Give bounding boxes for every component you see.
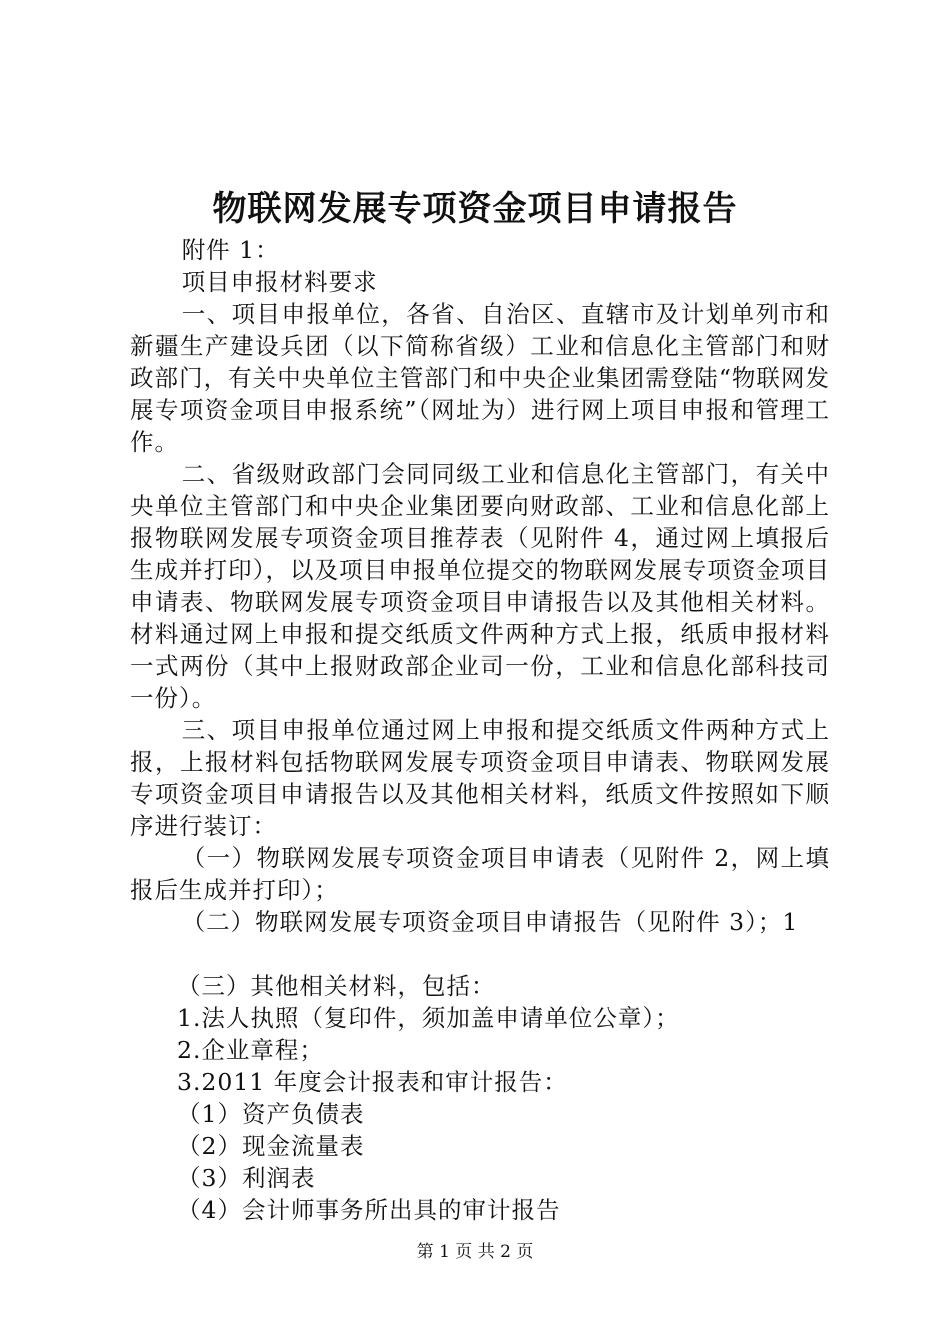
document-title: 物联网发展专项资金项目申请报告: [212, 189, 738, 229]
paragraph-2: 二、省级财政部门会同同级工业和信息化主管部门，有关中央单位主管部门和中央企业集团要向财政部、工业和信息化部上报物联网发展专项资金项目推荐表（见附件 4，通过网上填报后生成并打印），以及项目申报单位提交的物联网发展专项资金项目申请表、物联网发展专项资金项目申请报告以及其他相关材料。材料通过网上申报和提交纸质文件两种方式上报，纸质申报材料一式两份（其中上报财政部企业司一份，工业和信息化部科技司一份）。: [130, 460, 830, 712]
list-item-1: （一）物联网发展专项资金项目申请表（见附件 2，网上填报后生成并打印）；: [130, 844, 830, 904]
section-heading: 项目申报材料要求: [181, 268, 378, 296]
paragraph-3: 三、项目申报单位通过网上申报和提交纸质文件两种方式上报，上报材料包括物联网发展专项资金项目申请表、物联网发展专项资金项目申请报告以及其他相关材料，纸质文件按照如下顺序进行装订：: [130, 716, 830, 840]
sub-item-3b: （2）现金流量表: [177, 1132, 365, 1160]
sub-item-2: 2.企业章程；: [177, 1036, 324, 1064]
sub-item-3a: （1）资产负债表: [177, 1100, 365, 1128]
sub-item-3c: （3）利润表: [177, 1164, 316, 1192]
spacer: [130, 938, 830, 970]
list-item-2: （二）物联网发展专项资金项目申请报告（见附件 3）；1: [181, 908, 799, 936]
document-body: [130, 234, 830, 1226]
sub-item-3d: （4）会计师事务所出具的审计报告: [177, 1196, 561, 1224]
paragraph-1: 一、项目申报单位，各省、自治区、直辖市及计划单列市和新疆生产建设兵团（以下简称省级）工业和信息化主管部门和财政部门，有关中央单位主管部门和中央企业集团需登陆“物联网发展专项资金项目申报系统”（网址为）进行网上项目申报和管理工作。: [130, 300, 830, 456]
sub-item-1: 1.法人执照（复印件，须加盖申请单位公章）；: [177, 1004, 680, 1032]
page-footer: 第 1 页 共 2 页: [416, 1242, 534, 1262]
sub-item-3: 3.2011 年度会计报表和审计报告：: [177, 1068, 568, 1096]
attachment-label: 附件 1：: [181, 236, 280, 264]
list-item-3: （三）其他相关材料，包括：: [177, 972, 496, 1000]
